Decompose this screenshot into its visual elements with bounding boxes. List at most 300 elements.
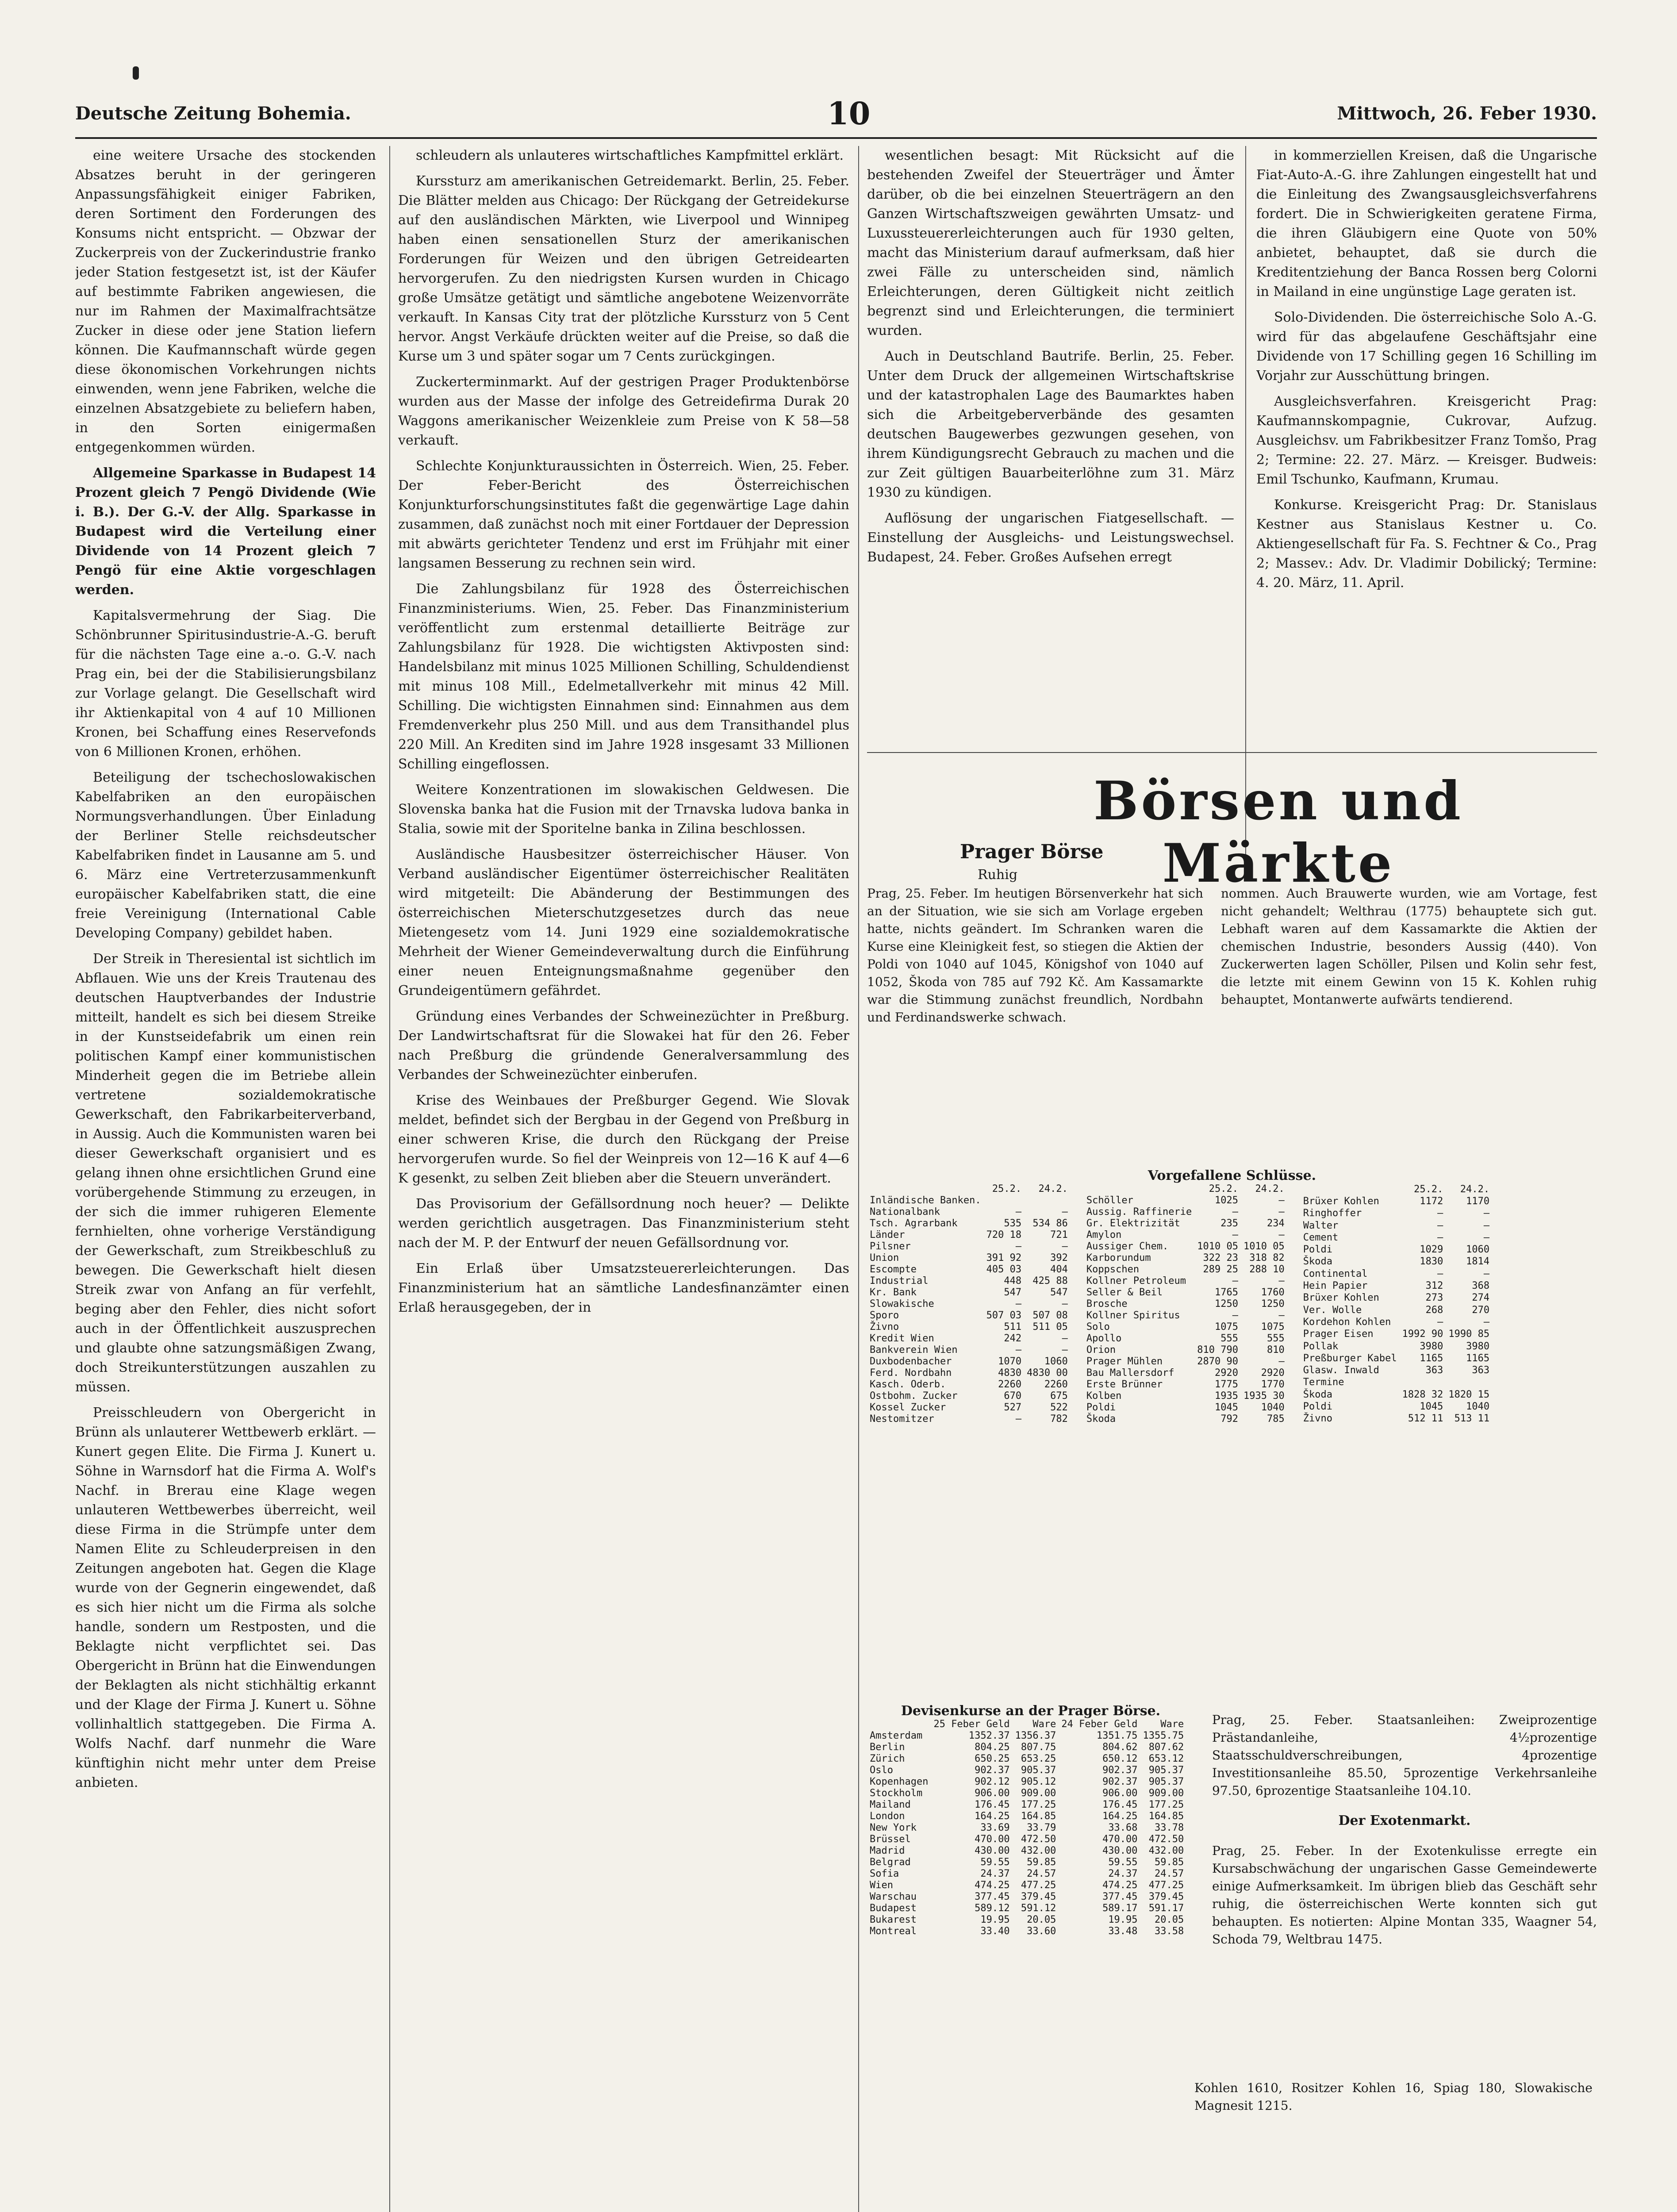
row-label: Ver. Wolle: [1303, 1304, 1362, 1316]
table-row: [867, 1390, 1071, 1402]
row-value: 470.00: [975, 1834, 1010, 1845]
row-label: Slowakische: [870, 1298, 934, 1310]
article-paragraph: in kommerziellen Kreisen, daß die Ungarische Fiat-Auto-A.-G. ihre Zahlungen eingestellt hat und die Einleitung des Zwangsausgleichsverfahrens fordert. Die in Schwierigkeiten geratene Firma, die ihren Gläubigern eine Quote von 50% anbietet, behauptet, daß sie durch die Kreditentziehung der Banca Rossen berg Colorni in Mailand in eine ungünstige Lage geraten ist.: [1256, 148, 1597, 300]
table-row: [1084, 1390, 1287, 1402]
table-row: [1301, 1268, 1492, 1280]
table-row: [867, 1195, 1071, 1206]
row-value: —: [1015, 1206, 1022, 1217]
row-value: —: [1483, 1316, 1490, 1328]
table-row: [1301, 1304, 1492, 1316]
table-row: [867, 1891, 1186, 1903]
table-row: [1301, 1220, 1492, 1232]
row-value: 391 92: [986, 1252, 1022, 1263]
row-value: 1060: [1466, 1244, 1490, 1256]
table-row: [1301, 1195, 1492, 1207]
row-value: 905.12: [1021, 1776, 1056, 1787]
article-paragraph: Prag, 25. Feber. Staatsanleihen: Zweiprozentige Prästandanleihe, 4½prozentige Staatsschuldverschreibungen, 4prozentige Investitionsanleihe 85.50, 5prozentige Verkehrsanleihe 97.50, 6prozentige Staatsanleihe 104.10.: [1212, 1713, 1597, 1798]
row-value: 804.25: [975, 1742, 1010, 1753]
table-row: [1084, 1367, 1287, 1379]
column-divider: [1245, 146, 1246, 876]
row-value: 3980: [1466, 1340, 1490, 1352]
row-label: Hein Papier: [1303, 1280, 1368, 1292]
row-label: Prager Mühlen: [1086, 1356, 1163, 1367]
article-column-1: [75, 146, 376, 2212]
article-paragraph: Die Zahlungsbilanz für 1928 des Österreichischen Finanzministeriums. Wien, 25. Feber. Das Finanzministerium veröffentlicht zum erstenmal detaillierte Beiträge zur Zahlungsbilanz für 1928. Die wichtigsten Aktivposten sind: Handelsbilanz mit minus 1025 Millionen Schilling, Schuldendienst mit minus 108 Mill., Edelmetallverkehr mit minus 42 Mill. Schilling. Die wichtigsten Einnahmen sind: Einnahmen aus dem Fremdenverkehr plus 250 Mill. und aus dem Transithandel plus 220 Mill. An Krediten sind im Jahre 1928 insgesamt 33 Millionen Schilling eingeflossen.: [398, 581, 849, 772]
row-value: 312: [1425, 1280, 1443, 1292]
row-label: Warschau: [870, 1891, 917, 1902]
row-value: 591.17: [1148, 1903, 1184, 1914]
row-value: 1355.75: [1143, 1730, 1184, 1741]
table-row: [867, 1310, 1071, 1321]
table-row: [867, 1845, 1186, 1857]
row-value: —: [1278, 1275, 1285, 1286]
row-value: 1075: [1215, 1321, 1239, 1333]
table-row: [867, 1822, 1186, 1834]
row-value: 4830: [998, 1367, 1022, 1379]
row-value: 59.55: [1108, 1857, 1138, 1868]
row-label: Bau Mallersdorf: [1086, 1367, 1174, 1379]
row-value: 405 03: [986, 1264, 1022, 1275]
article-paragraph: Zuckerterminmarkt. Auf der gestrigen Prager Produktenbörse wurden aus der Masse der infolge des Getreidefirma Durak 20 Waggons amerikanischer Weizenkleie zum Preise von K 58—58 verkauft.: [398, 374, 849, 448]
row-label: New York: [870, 1822, 917, 1833]
row-label: Pollak: [1303, 1340, 1339, 1352]
row-value: 474.25: [975, 1880, 1010, 1891]
row-label: Nationalbank: [870, 1206, 940, 1217]
row-value: —: [1437, 1316, 1443, 1328]
row-value: 507 08: [1032, 1310, 1068, 1321]
row-value: —: [1437, 1268, 1443, 1279]
table-row: [1084, 1229, 1287, 1241]
stock-table-a: [867, 1183, 1071, 1425]
table-row: [867, 1413, 1071, 1425]
row-value: 24 Feber Geld: [1061, 1719, 1138, 1730]
row-value: 368: [1472, 1280, 1490, 1292]
row-value: 289 25: [1203, 1264, 1239, 1275]
table-row: [1301, 1340, 1492, 1352]
article-paragraph: Das Provisorium der Gefällsordnung noch heuer? — Delikte werden gerichtlich ausgetragen. Das Finanzministerium steht nach der M. P. der Entwurf der neuen Gefällsordnung vor.: [398, 1196, 849, 1251]
row-label: Poldi: [1303, 1244, 1332, 1256]
row-label: Amylon: [1086, 1229, 1122, 1240]
currency-rates-title: Devisenkurse an der Prager Börse.: [901, 1703, 1161, 1719]
row-label: Prager Eisen: [1303, 1329, 1374, 1340]
row-value: 1045: [1215, 1402, 1239, 1413]
table-row: [1084, 1356, 1287, 1367]
stock-quotes-block: [867, 1168, 1597, 1690]
row-value: 24.37: [980, 1868, 1010, 1879]
table-row: [1301, 1280, 1492, 1292]
row-value: 432.00: [1148, 1845, 1184, 1856]
table-row: [867, 1183, 1071, 1195]
currency-rates-block: [867, 1703, 1194, 2212]
row-value: 807.62: [1148, 1742, 1184, 1753]
article-paragraph: wesentlichen besagt: Mit Rücksicht auf die bestehenden Zweifel der Steuerträger und Ämter darüber, ob die bei einzelnen Steuerträgern an den Ganzen Wirtschaftszweigen gewährten Umsatz- und Luxussteuererleichterungen auch für 1930 gelten, macht das Ministerium darauf aufmerksam, daß hier zwei Fälle zu unterscheiden sind, nämlich Erleichterungen, deren Gültigkeit nicht zeitlich begrenzt sind und Erleichterungen, die terminiert wurden.: [867, 148, 1234, 338]
row-value: 24.57: [1155, 1868, 1184, 1879]
table-row: [867, 1730, 1186, 1742]
row-label: Brüssel: [870, 1834, 911, 1845]
table-row: [867, 1275, 1071, 1287]
row-value: 470.00: [1102, 1834, 1138, 1845]
article-column-2: [398, 146, 849, 2212]
row-value: 782: [1050, 1413, 1068, 1425]
row-value: 2870 90: [1197, 1356, 1239, 1367]
row-value: 906.00: [975, 1788, 1010, 1799]
row-value: 25.2.: [992, 1183, 1022, 1194]
stock-table-c: [1301, 1183, 1492, 1425]
ink-mark: [133, 66, 139, 80]
table-row: [867, 1356, 1071, 1367]
article-paragraph: Ein Erlaß über Umsatzsteuererleichterungen. Das Finanzministerium hat an sämtliche Landesfinanzämter einen Erlaß herausgegeben, der in: [398, 1261, 849, 1315]
article-paragraph: schleudern als unlauteres wirtschaftliches Kampfmittel erklärt.: [416, 148, 844, 163]
row-value: 270: [1472, 1304, 1490, 1316]
table-row: [867, 1252, 1071, 1264]
row-value: —: [1232, 1310, 1239, 1321]
row-value: 653.25: [1021, 1753, 1056, 1764]
table-row: [867, 1206, 1071, 1218]
row-label: Škoda: [1303, 1389, 1332, 1400]
table-row: [1301, 1208, 1492, 1220]
row-value: 2260: [998, 1379, 1022, 1390]
row-label: Pilsner: [870, 1241, 911, 1252]
table-row: [867, 1799, 1186, 1811]
row-value: 650.25: [975, 1753, 1010, 1764]
row-value: 527: [1004, 1402, 1022, 1413]
row-value: 650.12: [1102, 1753, 1138, 1764]
table-row: [1084, 1183, 1287, 1195]
table-row: [1301, 1183, 1492, 1195]
row-value: 1992 90: [1402, 1329, 1443, 1340]
row-value: Ware: [1160, 1719, 1184, 1730]
row-value: —: [1483, 1232, 1490, 1243]
row-label: Kollner Petroleum: [1086, 1275, 1186, 1286]
article-paragraph: Gründung eines Verbandes der Schweinezüchter in Preßburg. Der Landwirtschaftsrat für die Slowakei hat für den 26. Feber nach Preßburg die gründende Generalversammlung des Verbandes der Schweinezüchter einberufen.: [398, 1009, 849, 1083]
row-value: 24.2.: [1038, 1183, 1068, 1194]
row-value: 675: [1050, 1390, 1068, 1402]
row-value: 273: [1425, 1292, 1443, 1304]
row-label: [1084, 1183, 1194, 1195]
section-title: Börsen und Märkte: [1093, 770, 1463, 895]
article-paragraph: Ausländische Hausbesitzer österreichischer Häuser. Von Verband ausländischer Eigentümer österreichischer Realitäten wird mitgeteilt: Die Abänderung der Bestimmungen des österreichischen Mieterschutzgesetzes durch das neue Mietengesetz vom 14. Juni 1929 eine sozialdemokratische Mehrheit der Wiener Gemeindeverwaltung durch die Einführung einer neuen Enteignungsmaßnahme gegenüber den Grundeigentümern gefährdet.: [398, 847, 849, 998]
row-value: 242: [1004, 1333, 1022, 1344]
row-value: 425 88: [1032, 1275, 1068, 1286]
section-subtitle: Prager Börse: [960, 841, 1104, 863]
table-row: [867, 1287, 1071, 1298]
table-row: [1084, 1206, 1287, 1218]
row-value: 1770: [1261, 1379, 1285, 1390]
article-paragraph: Beteiligung der tschechoslowakischen Kabelfabriken an den europäischen Normungsverhandlungen. Über Einladung der Berliner Stelle reichsdeutscher Kabelfabriken findet in Lausanne am 5. und 6. März eine Vertreterzusammenkunft europäischer Kabelfabriken statt, die eine freie Vereinigung (International Cable Developing Company) gebildet haben.: [75, 770, 376, 941]
row-value: 176.45: [975, 1799, 1010, 1810]
row-label: Kossel Zucker: [870, 1402, 946, 1413]
row-value: 20.05: [1155, 1914, 1184, 1925]
row-value: 785: [1266, 1413, 1285, 1425]
table-row: [1301, 1244, 1492, 1256]
row-label: Gr. Elektrizität: [1086, 1218, 1180, 1229]
row-value: —: [1483, 1268, 1490, 1279]
row-value: —: [1278, 1356, 1285, 1367]
row-value: 1352.37: [968, 1730, 1010, 1741]
row-value: 33.58: [1155, 1926, 1184, 1937]
row-value: —: [1015, 1344, 1022, 1356]
row-value: 1356.37: [1015, 1730, 1056, 1741]
row-value: 363: [1425, 1365, 1443, 1376]
row-label: [1301, 1183, 1400, 1195]
article-column-3: [867, 146, 1234, 876]
row-value: 33.69: [980, 1822, 1010, 1833]
row-value: 33.79: [1027, 1822, 1056, 1833]
row-value: 274: [1472, 1292, 1490, 1304]
row-label: Industrial: [870, 1275, 929, 1286]
row-label: Aussiger Chem.: [1086, 1241, 1169, 1252]
row-value: 555: [1220, 1333, 1239, 1344]
table-row: [867, 1264, 1071, 1275]
row-value: 1025: [1215, 1195, 1239, 1206]
row-label: Koppschen: [1086, 1264, 1140, 1275]
row-label: Poldi: [1086, 1402, 1116, 1413]
row-value: 288 10: [1249, 1264, 1285, 1275]
row-value: 653.12: [1148, 1753, 1184, 1764]
column-divider: [858, 146, 859, 2212]
table-row: [1084, 1379, 1287, 1390]
row-value: 379.45: [1021, 1891, 1056, 1902]
row-label: Mailand: [870, 1799, 911, 1810]
row-value: 547: [1004, 1287, 1022, 1298]
table-row: [1301, 1389, 1492, 1401]
article-paragraph: Solo-Dividenden. Die österreichische Solo A.-G. wird für das abgelaufene Geschäftsjahr eine Dividende von 17 Schilling gegen 16 Schilling im Vorjahr zur Ausschüttung bringen.: [1256, 310, 1597, 384]
table-row: [867, 1857, 1186, 1868]
row-label: Živno: [870, 1321, 899, 1333]
row-value: 477.25: [1148, 1880, 1184, 1891]
row-value: 1765: [1215, 1287, 1239, 1298]
market-report-2: nommen. Auch Brauwerte wurden, wie am Vortage, fest nicht gehandelt; Welthrau (1775) behauptete sich gut. Lebhaft waren auf dem Kassamarkte die Aktien der chemischen Industrie, besonders Aussig (440). Von Zuckerwerten lagen Schöller, Pilsen und Kolin sehr fest, die letzte mit einem Gewinn von 15 K. Kohlen ruhig behauptet, Montanwerte aufwärts tendierend.: [1221, 886, 1597, 1007]
row-value: 1165: [1466, 1352, 1490, 1364]
row-value: 507 03: [986, 1310, 1022, 1321]
row-label: Škoda: [1303, 1256, 1332, 1267]
table-row: [1301, 1364, 1492, 1376]
table-row: [1084, 1275, 1287, 1287]
table-row: [867, 1926, 1186, 1937]
row-value: 909.00: [1021, 1788, 1056, 1799]
row-value: —: [1278, 1310, 1285, 1321]
row-label: Bankverein Wien: [870, 1344, 958, 1356]
row-value: 810: [1266, 1344, 1285, 1356]
table-row: [867, 1344, 1071, 1356]
stock-quotes-title: Vorgefallene Schlüsse.: [1147, 1168, 1316, 1183]
row-value: 1760: [1261, 1287, 1285, 1298]
row-value: 25.2.: [1209, 1183, 1239, 1194]
row-label: Glasw. Inwald: [1303, 1365, 1379, 1376]
row-label: Escompte: [870, 1264, 917, 1275]
row-value: 591.12: [1021, 1903, 1056, 1914]
row-label: Union: [870, 1252, 899, 1263]
row-value: 234: [1266, 1218, 1285, 1229]
row-value: 363: [1472, 1365, 1490, 1376]
row-value: —: [1015, 1413, 1022, 1425]
row-value: 1040: [1261, 1402, 1285, 1413]
row-label: Seller & Beil: [1086, 1287, 1163, 1298]
row-label: Apollo: [1086, 1333, 1122, 1344]
table-row: [1301, 1401, 1492, 1413]
row-value: 1165: [1420, 1352, 1443, 1364]
row-value: 1075: [1261, 1321, 1285, 1333]
row-label: Amsterdam: [870, 1730, 923, 1741]
row-value: 1010 05: [1243, 1241, 1285, 1252]
article-paragraph: Kurssturz am amerikanischen Getreidemarkt. Berlin, 25. Feber. Die Blätter melden aus Chicago: Der Rückgang der Getreidekurse auf den ausländischen Märkten, wie Liverpool und Winnipeg haben einen sensationellen Sturz der amerikanischen Forderungen für Weizen und den übrigen Getreidearten hervorgerufen. Zu den niedrigsten Kursen wurden in Chicago große Umsätze getätigt und sämtliche angebotene Weizenvorräte verkauft. In Kansas City trat der plötzliche Kurssturz von 5 Cent hervor. Angst Verkäufe drückten weiter auf die Preise, so daß die Kurse um 3 und später sogar um 7 Cents zurückgingen.: [398, 173, 849, 364]
row-label: Budapest: [870, 1903, 917, 1914]
row-value: 1351.75: [1096, 1730, 1138, 1741]
row-value: 59.85: [1027, 1857, 1056, 1868]
row-label: [867, 1183, 984, 1195]
row-value: 2260: [1044, 1379, 1068, 1390]
row-value: 909.00: [1148, 1788, 1184, 1799]
table-row: [867, 1765, 1186, 1776]
row-value: —: [1015, 1298, 1022, 1310]
table-row: [1084, 1402, 1287, 1413]
table-row: [867, 1333, 1071, 1344]
row-value: 19.95: [980, 1914, 1010, 1925]
bonds-and-exotics: [1212, 1699, 1597, 2070]
row-value: —: [1437, 1220, 1443, 1231]
table-row: [1084, 1344, 1287, 1356]
article-paragraph: Schlechte Konjunkturaussichten in Österreich. Wien, 25. Feber. Der Feber-Bericht des Österreichischen Konjunkturforschungsinstitutes faßt die gegenwärtige Lage dahin zusammen, daß zunächst noch mit einer Fortdauer der Depression mit abwärts gerichteter Tendenz und erst im Frühjahr mit einer langsamen Besserung zu rechnen sein wird.: [398, 458, 849, 571]
row-value: 534 86: [1032, 1218, 1068, 1229]
row-value: 512 11: [1408, 1413, 1443, 1425]
row-value: 905.37: [1021, 1765, 1056, 1776]
row-value: [1446, 1377, 1492, 1389]
row-value: 474.25: [1102, 1880, 1138, 1891]
row-value: 1828 32: [1402, 1389, 1443, 1400]
article-paragraph: Auflösung der ungarischen Fiatgesellschaft. — Einstellung der Ausgleichs- und Leistungswechsel. Budapest, 24. Feber. Großes Aufsehen erregt: [867, 511, 1234, 565]
row-value: Ware: [1032, 1719, 1056, 1730]
row-value: 1045: [1420, 1401, 1443, 1412]
row-value: 589.17: [1102, 1903, 1138, 1914]
row-value: 1010 05: [1197, 1241, 1239, 1252]
row-value: 33.48: [1108, 1926, 1138, 1937]
section-mood: Ruhig: [978, 867, 1018, 883]
row-label: Madrid: [870, 1845, 905, 1856]
row-label: Kollner Spiritus: [1086, 1310, 1180, 1321]
row-value: 472.50: [1021, 1834, 1056, 1845]
row-value: 511 05: [1032, 1321, 1068, 1333]
table-row: [1084, 1195, 1287, 1206]
row-value: 905.37: [1148, 1776, 1184, 1787]
row-value: 59.85: [1155, 1857, 1184, 1868]
row-value: [1024, 1195, 1071, 1206]
row-value: 33.60: [1027, 1926, 1056, 1937]
table-row: [867, 1379, 1071, 1390]
article-paragraph: eine weitere Ursache des stockenden Absatzes beruht in der geringeren Anpassungsfähigkeit einiger Fabriken, deren Sortiment den Forderungen des Konsums nicht entspricht. — Obzwar der Zuckerpreis von der Zuckerindustrie franko jeder Station festgesetzt ist, ist der Käufer auf bestimmte Fabriken angewiesen, die nur im Rahmen der Maximalfrachtsätze Zucker in diese oder jene Station liefern können. Die Kaufmannschaft würde gegen diese ökonomischen Vorkehrungen nichts einwenden, wenn jene Fabriken, welche die einzelnen Absatzgebiete zu beliefern haben, in den Sorten einigermaßen entgegenkommen würden.: [75, 148, 376, 455]
row-value: 24.37: [1108, 1868, 1138, 1879]
row-label: Škoda: [1086, 1413, 1116, 1425]
row-value: 1172: [1420, 1195, 1443, 1207]
article-paragraph: Ausgleichsverfahren. Kreisgericht Prag: Kaufmannskompagnie, Cukrovar, Aufzug. Ausgleichsv. um Fabrikbesitzer Franz Tomšo, Prag 2; Termine: 22. 27. März. — Kreisger. Budweis: Emil Tschunko, Kaufmann, Krumau.: [1256, 394, 1597, 487]
article-paragraph: Konkurse. Kreisgericht Prag: Dr. Stanislaus Kestner aus Stanislaus Kestner u. Co. Aktiengesellschaft für Fa. S. Fechtner & Co., Prag 2; Massev.: Adv. Dr. Vladimir Dobilický; Termine: 4. 20. März, 11. April.: [1256, 497, 1597, 591]
row-label: Kordehon Kohlen: [1303, 1316, 1391, 1328]
table-row: [867, 1321, 1071, 1333]
row-value: [984, 1195, 1024, 1206]
table-row: [867, 1776, 1186, 1788]
row-value: 721: [1050, 1229, 1068, 1240]
row-value: [1400, 1377, 1446, 1389]
row-value: —: [1015, 1241, 1022, 1252]
row-label: Solo: [1086, 1321, 1110, 1333]
row-value: —: [1437, 1232, 1443, 1243]
row-value: 720 18: [986, 1229, 1022, 1240]
row-label: Kopenhagen: [870, 1776, 929, 1787]
row-value: —: [1483, 1208, 1490, 1219]
row-value: 33.40: [980, 1926, 1010, 1937]
table-row: [867, 1719, 1186, 1730]
row-value: 19.95: [1108, 1914, 1138, 1925]
page-number: 10: [827, 95, 871, 132]
row-label: Tsch. Agrarbank: [870, 1218, 958, 1229]
table-row: [1084, 1218, 1287, 1229]
row-value: 905.37: [1148, 1765, 1184, 1776]
row-value: —: [1232, 1275, 1239, 1286]
table-row: [867, 1367, 1071, 1379]
row-value: 902.37: [1102, 1776, 1138, 1787]
column-divider: [389, 146, 390, 2212]
row-value: 547: [1050, 1287, 1068, 1298]
row-value: —: [1062, 1206, 1068, 1217]
row-label: Ferd. Nordbahn: [870, 1367, 952, 1379]
table-row: [1084, 1413, 1287, 1425]
row-label: Brüxer Kohlen: [1303, 1195, 1379, 1207]
page-header: [75, 95, 1597, 135]
row-value: 33.78: [1155, 1822, 1184, 1833]
table-row: [867, 1811, 1186, 1822]
table-row: [1084, 1333, 1287, 1344]
row-value: 477.25: [1021, 1880, 1056, 1891]
row-label: Berlin: [870, 1742, 905, 1753]
row-label: Zürich: [870, 1753, 905, 1764]
row-value: 1070: [998, 1356, 1022, 1367]
row-value: 670: [1004, 1390, 1022, 1402]
row-value: 555: [1266, 1333, 1285, 1344]
row-value: 807.75: [1021, 1742, 1056, 1753]
row-label: Montreal: [870, 1926, 917, 1937]
row-value: 1250: [1261, 1298, 1285, 1310]
table-row: [1301, 1377, 1492, 1389]
row-value: 511: [1004, 1321, 1022, 1333]
row-value: 379.45: [1148, 1891, 1184, 1902]
row-value: 377.45: [1102, 1891, 1138, 1902]
row-value: 177.25: [1021, 1799, 1056, 1810]
row-label: Nestomitzer: [870, 1413, 934, 1425]
row-value: 589.12: [975, 1903, 1010, 1914]
row-value: —: [1232, 1206, 1239, 1217]
table-row: [867, 1298, 1071, 1310]
row-label: Continental: [1303, 1268, 1368, 1279]
row-value: 24.2.: [1460, 1183, 1490, 1195]
row-value: 1029: [1420, 1244, 1443, 1256]
row-label: Kolben: [1086, 1390, 1122, 1402]
row-value: —: [1062, 1298, 1068, 1310]
currency-table: [867, 1719, 1186, 1937]
row-value: 1830: [1420, 1256, 1443, 1267]
row-label: Walter: [1303, 1220, 1339, 1231]
row-value: 1935 30: [1243, 1390, 1285, 1402]
row-value: 177.25: [1148, 1799, 1184, 1810]
row-value: 268: [1425, 1304, 1443, 1316]
row-value: 430.00: [975, 1845, 1010, 1856]
row-label: Ringhoffer: [1303, 1208, 1362, 1219]
row-value: —: [1062, 1241, 1068, 1252]
row-label: Brosche: [1086, 1298, 1128, 1310]
row-value: —: [1062, 1344, 1068, 1356]
row-label: Bukarest: [870, 1914, 917, 1925]
row-label: Aussig. Raffinerie: [1086, 1206, 1192, 1217]
row-value: 25 Feber Geld: [933, 1719, 1010, 1730]
table-row: [1301, 1329, 1492, 1340]
